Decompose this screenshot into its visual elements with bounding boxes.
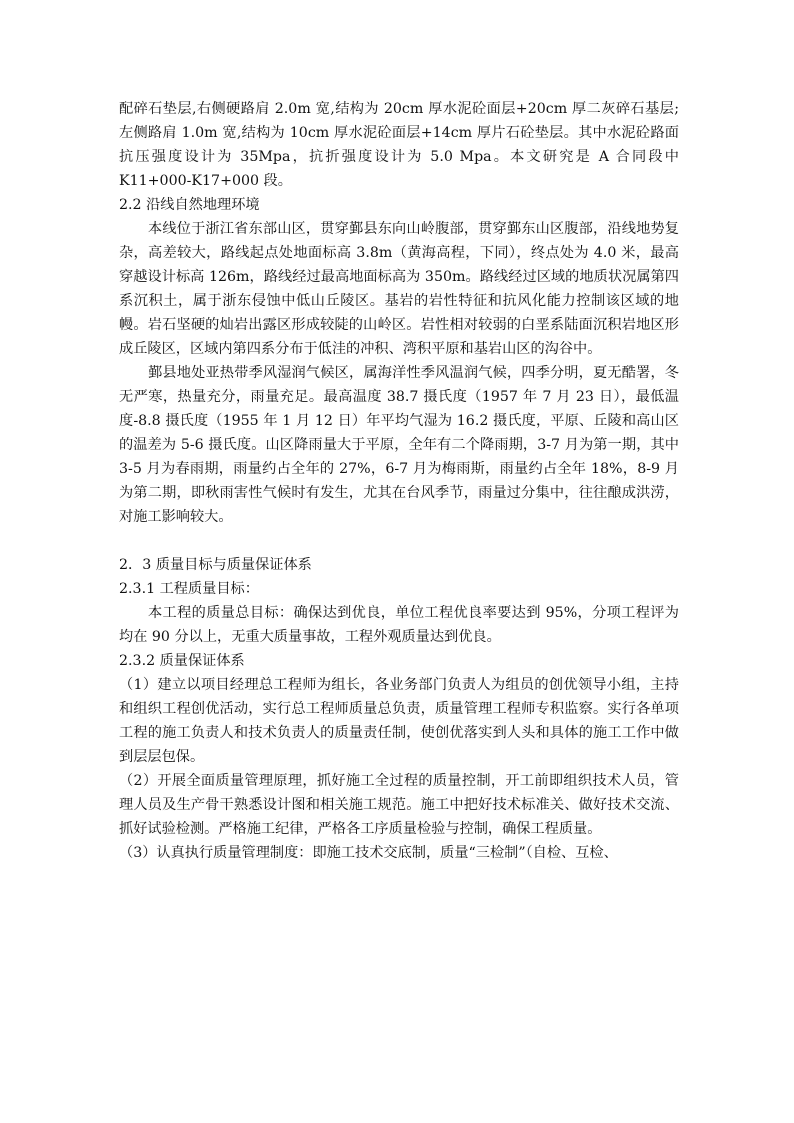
- paragraph-climate: 鄞县地处亚热带季风湿润气候区，属海洋性季风温润气候，四季分明，夏无酷署，冬无严寒，热量充分，雨量充足。最高温度 38.7 摄氏度（1957 年 7 月 23 日），最低温度-8.8 摄氏度（1955 年 1 月 12 日）年平均气湿为 16.2 摄氏度，平原、丘陵和高山区的温差为 5-6 摄氏度。山区降雨量大于平原，全年有二个降雨期，3-7 月为第一期，其中 3-5 月为春雨期，雨量约占全年的 27%，6-7 月为梅雨斯，雨量约占全年 18%，8-9 月为第二期，即秋雨害性气候时有发生，尤其在台风季节，雨量过分集中，往往酿成洪涝，对施工影响较大。: [119, 365, 679, 525]
- list-item-quality-1: （1）建立以项目经理总工程师为组长，各业务部门负责人为组员的创优领导小组，主持和组织工程创优活动，实行总工程师质量总负责，质量管理工程师专积监察。实行各单项工程的施工负责人和技术负责人的质量责任制，使创优落实到人头和具体的施工工作中做到层层包保。: [119, 677, 679, 765]
- paragraph-pavement-structure: 配碎石垫层,右侧硬路肩 2.0m 宽,结构为 20cm 厚水泥砼面层+20cm 厚二灰碎石基层;左侧路肩 1.0m 宽,结构为 10cm 厚水泥砼面层+14cm 厚片石砼垫层。其中水泥砼路面抗压强度设计为 35Mpa，抗折强度设计为 5.0 Mpa。本文研究是 A 合同段中 K11+000-K17+000 段。: [119, 101, 679, 189]
- paragraph-quality-target: 本工程的质量总目标：确保达到优良，单位工程优良率要达到 95%，分项工程评为均在 90 分以上，无重大质量事故，工程外观质量达到优良。: [119, 605, 679, 645]
- document-body: [119, 97, 679, 865]
- paragraph-spacer: [119, 529, 679, 553]
- list-item-quality-2: （2）开展全面质量管理原理，抓好施工全过程的质量控制，开工前即组织技术人员，管理人员及生产骨干熟悉设计图和相关施工规范。施工中把好技术标准关、做好技术交流、抓好试验检测。严格施工纪律，严格各工序质量检验与控制，确保工程质量。: [119, 773, 679, 837]
- section-heading-2-3-1: 2.3.1 工程质量目标：: [119, 581, 259, 597]
- list-item-quality-3: （3）认真执行质量管理制度：即施工技术交底制，质量“三检制”（自检、互检、: [119, 845, 618, 861]
- paragraph-geography: 本线位于浙江省东部山区，贯穿鄞县东向山岭腹部，贯穿鄞东山区腹部，沿线地势复杂，高差较大，路线起点处地面标高 3.8m（黄海高程，下同），终点处为 4.0 米，最高穿越设计标高 126m，路线经过最高地面标高为 350m。路线经过区域的地质状况属第四系沉积土，属于浙东侵蚀中低山丘陵区。基岩的岩性特征和抗风化能力控制该区域的地幔。岩石坚硬的灿岩出露区形成较陡的山岭区。岩性相对较弱的白垩系陆面沉积岩地区形成丘陵区，区域内第四系分布于低洼的冲积、湾积平原和基岩山区的沟谷中。: [119, 221, 679, 357]
- section-heading-2-3-2: 2.3.2 质量保证体系: [119, 653, 245, 669]
- section-heading-2-3: 2．3 质量目标与质量保证体系: [119, 557, 312, 573]
- section-heading-2-2: 2.2 沿线自然地理环境: [119, 197, 260, 213]
